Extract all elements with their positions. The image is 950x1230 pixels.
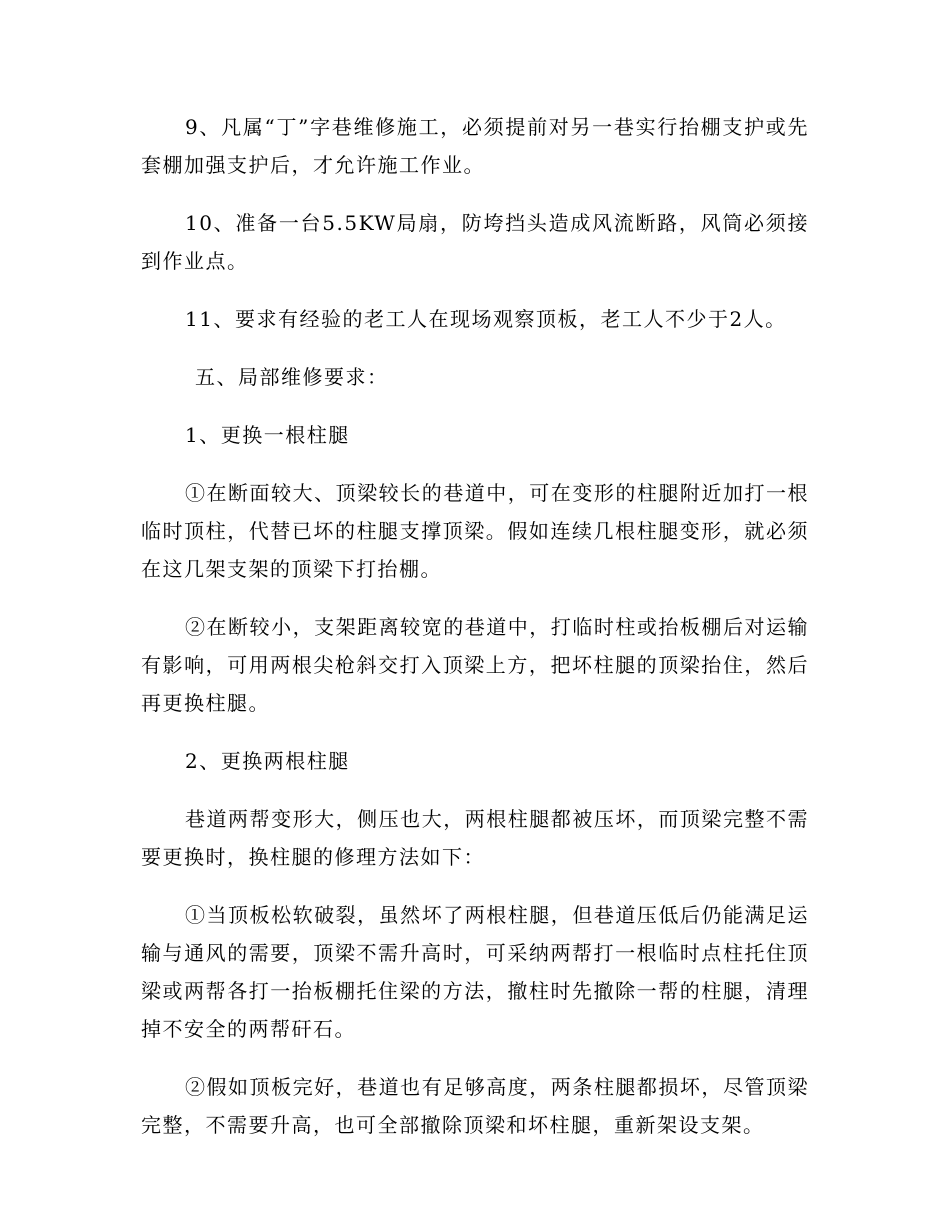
paragraph-item-10: 10、准备一台5.5KW局扇，防垮挡头造成风流断路，风筒必须接到作业点。	[141, 211, 809, 273]
paragraph-one-leg-method-2: ②在断较小，支架距离较宽的巷道中，打临时柱或抬板棚后对运输有影响，可用两根尖枪斜交打入顶梁上方，把坏柱腿的顶梁抬住，然后再更换柱腿。	[141, 615, 809, 715]
paragraph-two-legs-intro: 巷道两帮变形大，侧压也大，两根柱腿都被压坏，而顶梁完整不需要更换时，换柱腿的修理方法如下：	[141, 807, 809, 869]
paragraph-item-9: 9、凡属“丁”字巷维修施工，必须提前对另一巷实行抬棚支护或先套棚加强支护后，才允许施工作业。	[141, 115, 809, 177]
subheading-replace-two-legs: 2、更换两根柱腿	[185, 749, 350, 773]
subheading-replace-one-leg: 1、更换一根柱腿	[185, 423, 350, 447]
paragraph-two-legs-method-2: ②假如顶板完好，巷道也有足够高度，两条柱腿都损坏，尽管顶梁完整，不需要升高，也可全部撤除顶梁和坏柱腿，重新架设支架。	[141, 1075, 809, 1137]
paragraph-item-11: 11、要求有经验的老工人在现场观察顶板，老工人不少于2人。	[185, 307, 787, 331]
document-body	[141, 108, 809, 1164]
paragraph-one-leg-method-1: ①在断面较大、顶梁较长的巷道中，可在变形的柱腿附近加打一根临时顶柱，代替已坏的柱腿支撑顶梁。假如连续几根柱腿变形，就必须在这几架支架的顶梁下打抬棚。	[141, 481, 809, 581]
section-heading-5: 五、局部维修要求：	[195, 365, 389, 389]
paragraph-two-legs-method-1: ①当顶板松软破裂，虽然坏了两根柱腿，但巷道压低后仍能满足运输与通风的需要，顶梁不需升高时，可采纳两帮打一根临时点柱托住顶梁或两帮各打一抬板棚托住梁的方法，撤柱时先撤除一帮的柱腿，清理掉不安全的两帮矸石。	[141, 903, 809, 1041]
